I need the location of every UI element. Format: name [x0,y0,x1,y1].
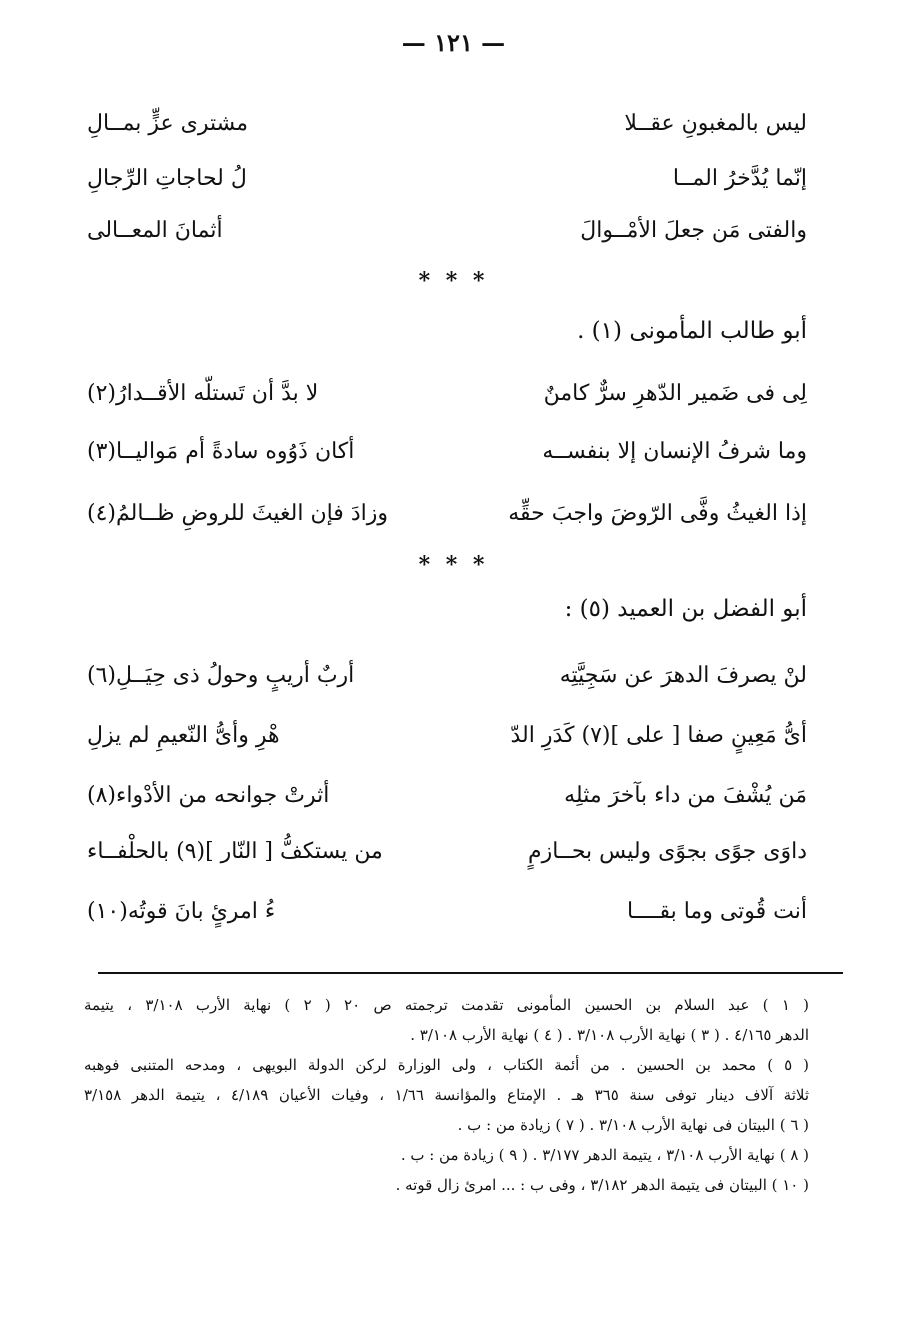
page-number: — ١٢١ — [401,28,506,57]
poet-heading: أبو طالب المأمونى (١) . [577,318,807,344]
verse-second-hemistich: أكان ذَوُوه سادةً أم مَواليــا(٣) [87,439,355,464]
verse-second-hemistich: مشترى عزٍّ بمــالِ [87,111,249,136]
verse-line [87,490,807,538]
verse-line [87,712,807,760]
poet-heading: أبو الفضل بن العميد (٥) : [564,596,807,622]
verse-second-hemistich: لُ لحاجاتِ الرِّجالِ [87,166,247,191]
verse-second-hemistich: أربٌ أريبٍ وحولُ ذى حِيَــلِ(٦) [87,663,355,688]
footnote-line: ( ١ ) عبد السلام بن الحسين المأمونى تقدمت ترجمته ص ٢٠ ( ٢ ) نهاية الأرب ٣/١٠٨ ، يتيمة [84,996,809,1014]
verse-first-hemistich: والفتى مَن جعلَ الأمْــوالَ [580,218,807,243]
verse-first-hemistich: إنّما يُدَّخرُ المــا [672,166,807,191]
verse-first-hemistich: لنْ يصرفَ الدهرَ عن سَجِيَّتِه [559,663,807,688]
verse-line [87,772,807,820]
verse-first-hemistich: لِى فى ضَمير الدّهرِ سرٌّ كامنٌ [543,381,807,406]
footnote-line: ثلاثة آلاف دينار توفى سنة ٣٦٥ هـ . الإمتاع والمؤانسة ١/٦٦ ، وفيات الأعيان ٤/١٨٩ ، يتيمة الدهر ٣/١٥٨ [84,1086,809,1104]
section-separator: * * * [418,268,489,294]
verse-first-hemistich: مَن يُشْفَ من داء بآخرَ مثلِه [564,783,807,808]
verse-second-hemistich: أثمانَ المعــالى [87,218,223,243]
verse-line [87,888,807,936]
verse-second-hemistich: لا بدَّ أن تَستلّه الأقــدارُ(٢) [87,381,319,406]
verse-line [87,652,807,700]
verse-line [87,370,807,418]
verse-line [87,207,807,255]
verse-line [87,155,807,203]
verse-second-hemistich: وزادَ فإن الغيثَ للروضِ ظــالمُ(٤) [87,501,388,526]
verse-first-hemistich: أىُّ مَعِينٍ صفا [ على ](٧) كَدَرِ الدّ [510,723,807,748]
footnote-divider [98,972,843,974]
verse-second-hemistich: ءُ امرئٍ بانَ قوتُه(١٠) [87,899,276,924]
verse-first-hemistich: إذا الغيثُ وفَّى الرّوضَ واجبَ حقِّه [508,501,807,526]
footnote-line: ( ٨ ) نهاية الأرب ٣/١٠٨ ، يتيمة الدهر ٣/١٧٧ . ( ٩ ) زيادة من : ب . [400,1146,809,1164]
verse-first-hemistich: أنت قُوتى وما بقــــا [626,899,807,924]
verse-first-hemistich: وما شرفُ الإنسان إلا بنفســه [542,439,807,464]
verse-line [87,828,807,876]
footnote-line: الدهر ٤/١٦٥ . ( ٣ ) نهاية الأرب ٣/١٠٨ . ( ٤ ) نهاية الأرب ٣/١٠٨ . [410,1026,809,1044]
section-separator: * * * [418,552,489,578]
verse-second-hemistich: أثرتْ جوانحه من الأدْواء(٨) [87,783,330,808]
verse-second-hemistich: هْرِ وأىُّ النّعيمِ لم يزلِ [87,723,280,748]
verse-first-hemistich: ليس بالمغبونِ عقــلا [624,111,807,136]
footnotes [84,990,809,1200]
verse-second-hemistich: من يستكفُّ [ النّار ](٩) بالحلْفــاء [87,839,383,864]
footnote-line: ( ٥ ) محمد بن الحسين . من أئمة الكتاب ، ولى الوزارة لركن الدولة البويهى ، ومدحه المتنبى فوهبه [84,1056,809,1074]
footnote-line: ( ٦ ) البيتان فى نهاية الأرب ٣/١٠٨ . ( ٧ ) زيادة من : ب . [457,1116,809,1134]
verse-first-hemistich: داوَى جوًى بجوًى وليس بحــازمٍ [528,839,807,864]
verse-line [87,100,807,148]
verse-line [87,428,807,476]
footnote-line: ( ١٠ ) البيتان فى يتيمة الدهر ٣/١٨٢ ، وفى ب : ... امرئ زال قوته . [395,1176,809,1194]
